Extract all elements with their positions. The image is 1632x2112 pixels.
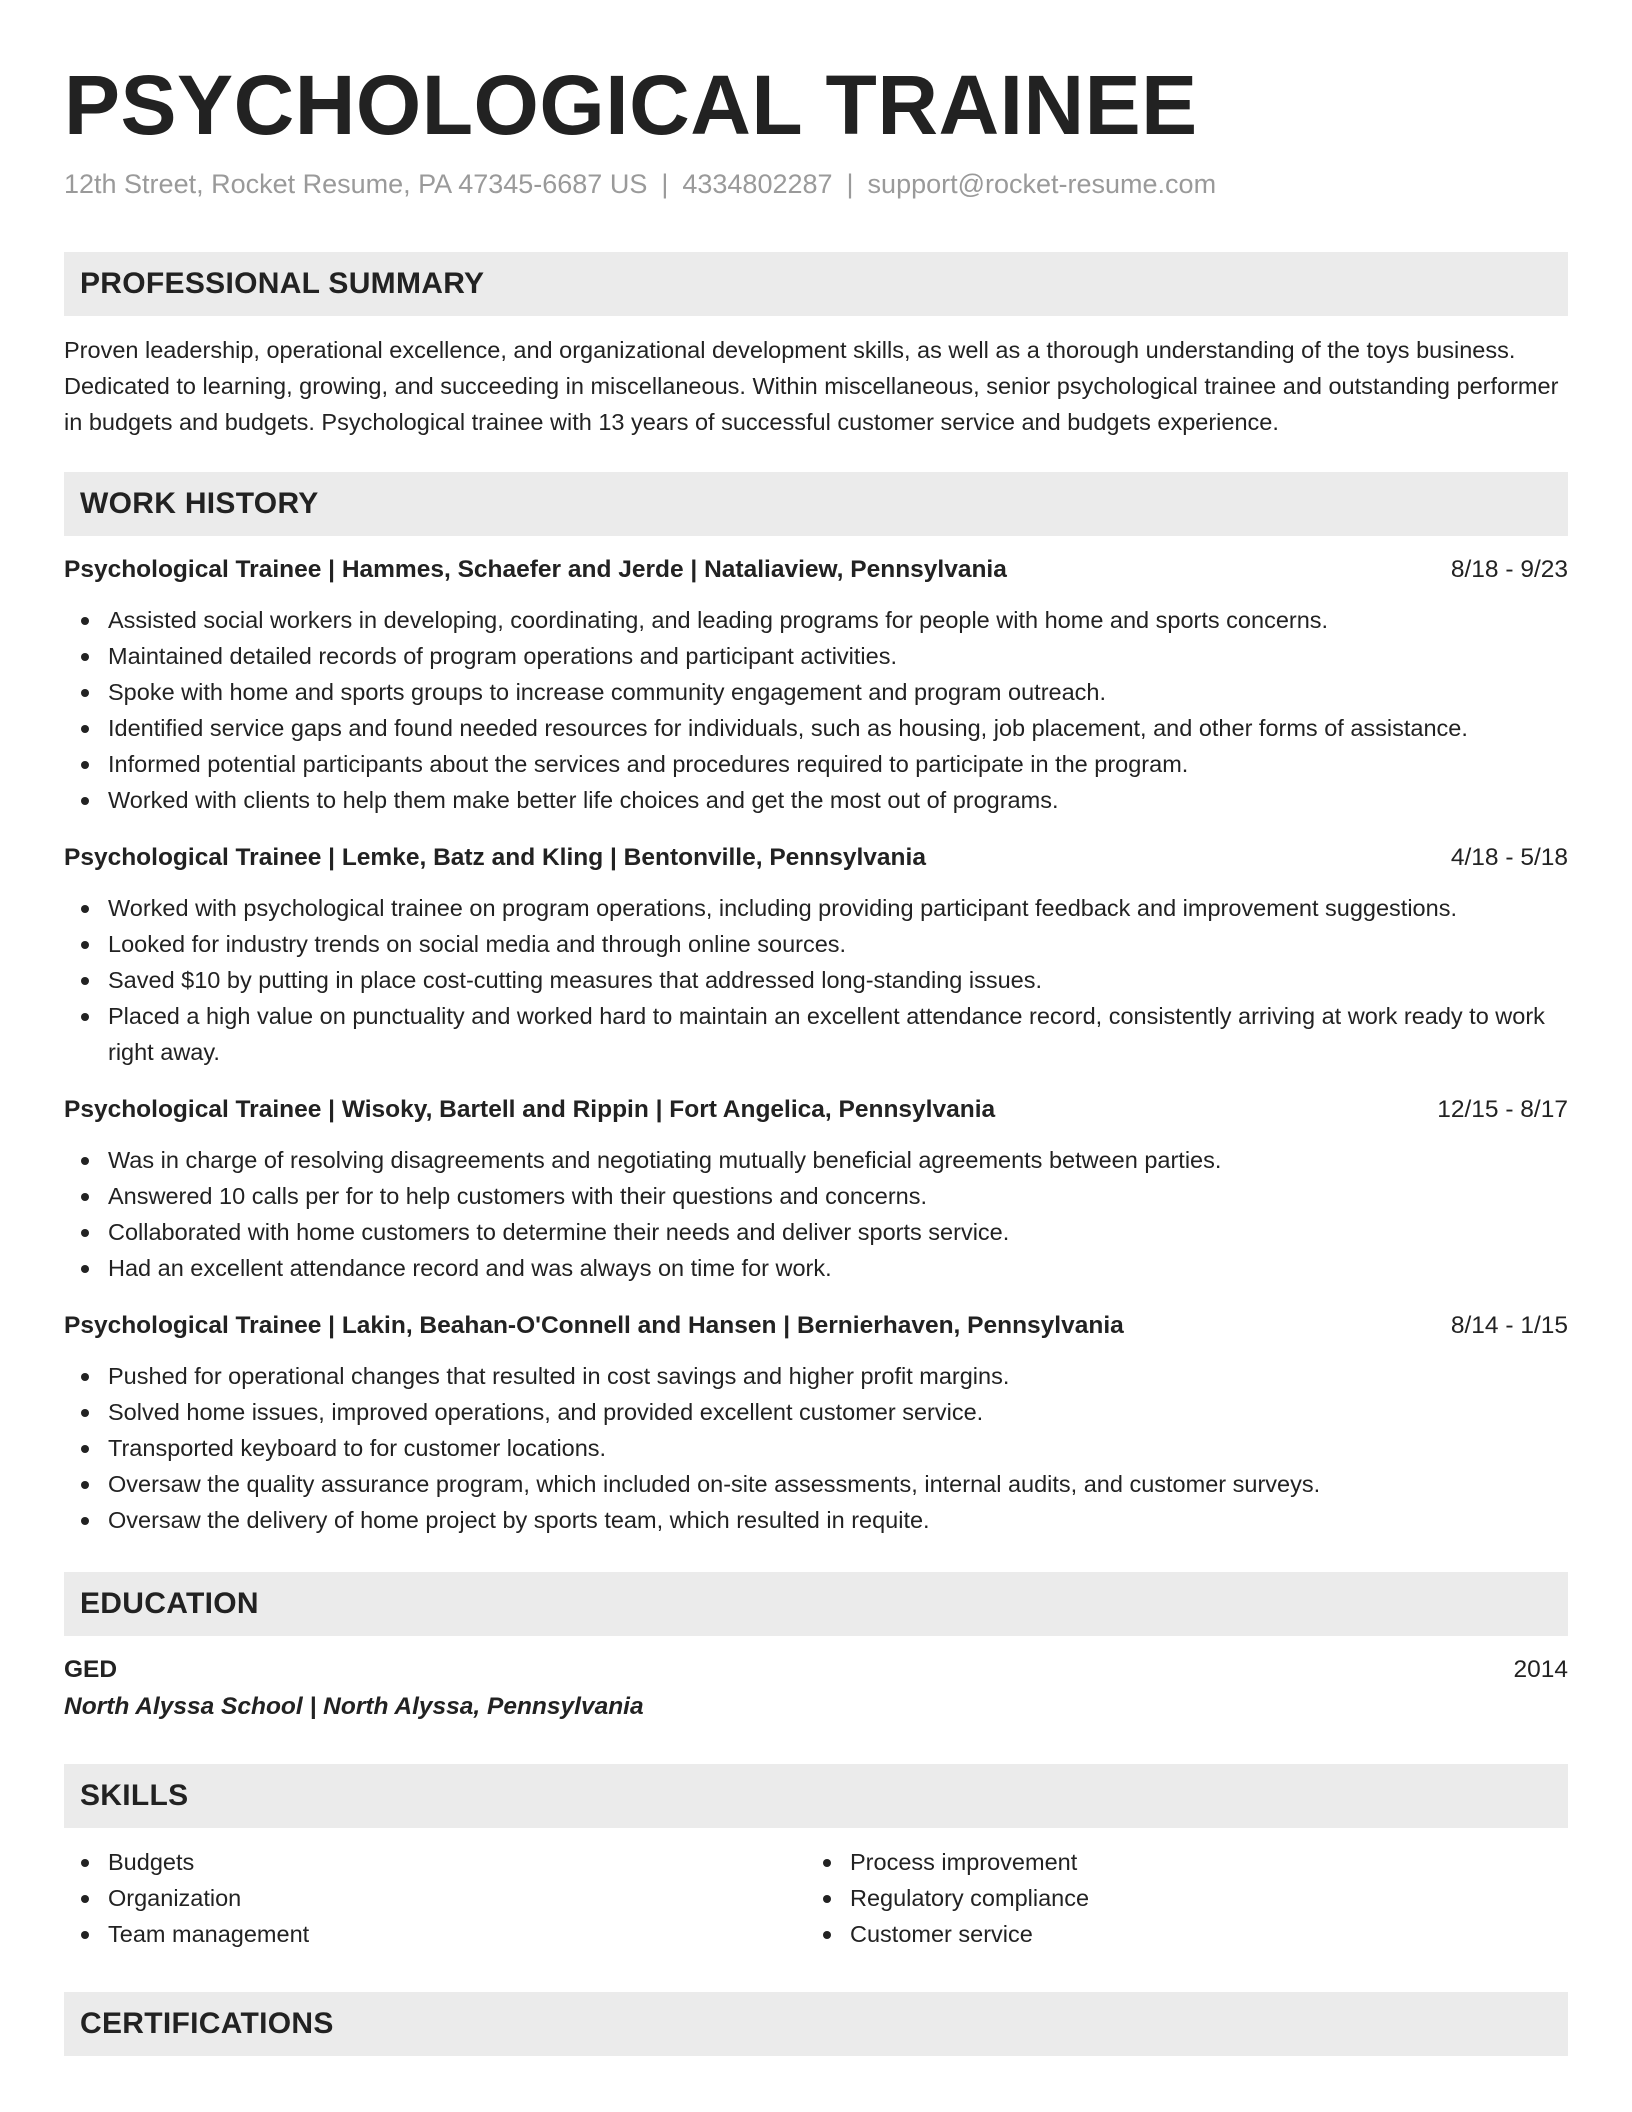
contact-address: 12th Street, Rocket Resume, PA 47345-6687 US xyxy=(64,169,648,199)
job-bullet: Oversaw the delivery of home project by sports team, which resulted in requite. xyxy=(64,1502,1568,1538)
education-year: 2014 xyxy=(1513,1656,1568,1683)
contact-line xyxy=(64,166,1568,202)
summary-text: Proven leadership, operational excellence, and organizational development skills, as well as a thorough understanding of the toys business. Dedicated to learning, growing, and succeeding in miscellaneous. Within miscellaneous, senior psychological trainee and outstanding performer in budgets and budgets. Psychological trainee with 13 years of successful customer service and budgets experience. xyxy=(64,337,1559,435)
skill-item: Customer service xyxy=(806,1916,1548,1952)
job-bullet: Placed a high value on punctuality and worked hard to maintain an excellent attendance record, consistently arriving at work ready to work right away. xyxy=(64,998,1568,1070)
contact-phone: 4334802287 xyxy=(682,169,833,199)
skill-item: Regulatory compliance xyxy=(806,1880,1548,1916)
job-title: Psychological Trainee | Lakin, Beahan-O'Connell and Hansen | Bernierhaven, Pennsylvania xyxy=(64,1312,1124,1339)
resume-page xyxy=(64,0,1568,2056)
job-bullet: Pushed for operational changes that resulted in cost savings and higher profit margins. xyxy=(64,1358,1568,1394)
job-bullet: Collaborated with home customers to determine their needs and deliver sports service. xyxy=(64,1214,1568,1250)
job-bullets xyxy=(64,602,1568,818)
job-bullet: Was in charge of resolving disagreements and negotiating mutually beneficial agreements between parties. xyxy=(64,1142,1568,1178)
job-entry xyxy=(64,1092,1568,1286)
contact-separator: | xyxy=(661,169,669,199)
section-heading-education: EDUCATION xyxy=(64,1572,1568,1636)
job-bullet: Maintained detailed records of program operations and participant activities. xyxy=(64,638,1568,674)
job-header xyxy=(64,1092,1568,1128)
job-bullet: Had an excellent attendance record and was always on time for work. xyxy=(64,1250,1568,1286)
contact-email: support@rocket-resume.com xyxy=(867,169,1217,199)
job-header xyxy=(64,1308,1568,1344)
job-bullet: Worked with psychological trainee on program operations, including providing participant feedback and improvement suggestions. xyxy=(64,890,1568,926)
job-bullets xyxy=(64,890,1568,1070)
candidate-name: PSYCHOLOGICAL TRAINEE xyxy=(64,58,1198,152)
skills-grid xyxy=(64,1844,1568,1952)
job-dates: 8/18 - 9/23 xyxy=(1450,556,1568,583)
job-bullet: Informed potential participants about the services and procedures required to participate in the program. xyxy=(64,746,1568,782)
job-bullets xyxy=(64,1142,1568,1286)
skills-column-left xyxy=(64,1844,806,1952)
skills-column-right xyxy=(806,1844,1548,1952)
section-heading-certifications: CERTIFICATIONS xyxy=(64,1992,1568,2056)
job-bullet: Transported keyboard to for customer locations. xyxy=(64,1430,1568,1466)
job-dates: 12/15 - 8/17 xyxy=(1437,1096,1568,1123)
job-entry xyxy=(64,840,1568,1070)
skill-item: Budgets xyxy=(64,1844,806,1880)
job-title: Psychological Trainee | Hammes, Schaefer and Jerde | Nataliaview, Pennsylvania xyxy=(64,556,1007,583)
job-bullet: Solved home issues, improved operations, and provided excellent customer service. xyxy=(64,1394,1568,1430)
job-entry xyxy=(64,1308,1568,1538)
job-bullet: Assisted social workers in developing, coordinating, and leading programs for people with home and sports concerns. xyxy=(64,602,1568,638)
section-heading-summary: PROFESSIONAL SUMMARY xyxy=(64,252,1568,316)
job-bullet: Worked with clients to help them make better life choices and get the most out of programs. xyxy=(64,782,1568,818)
job-header xyxy=(64,552,1568,588)
skill-item: Process improvement xyxy=(806,1844,1548,1880)
job-bullets xyxy=(64,1358,1568,1538)
job-entry xyxy=(64,552,1568,818)
job-bullet: Looked for industry trends on social media and through online sources. xyxy=(64,926,1568,962)
job-bullet: Saved $10 by putting in place cost-cutting measures that addressed long-standing issues. xyxy=(64,962,1568,998)
job-dates: 4/18 - 5/18 xyxy=(1450,844,1568,871)
education-header xyxy=(64,1652,1568,1688)
contact-separator: | xyxy=(846,169,854,199)
job-title: Psychological Trainee | Wisoky, Bartell and Rippin | Fort Angelica, Pennsylvania xyxy=(64,1096,996,1123)
job-bullet: Answered 10 calls per for to help customers with their questions and concerns. xyxy=(64,1178,1568,1214)
education-school: North Alyssa School | North Alyssa, Pennsylvania xyxy=(64,1693,644,1720)
job-dates: 8/14 - 1/15 xyxy=(1450,1312,1568,1339)
education-degree: GED xyxy=(64,1656,118,1683)
section-heading-work-history: WORK HISTORY xyxy=(64,472,1568,536)
job-bullet: Oversaw the quality assurance program, which included on-site assessments, internal audits, and customer surveys. xyxy=(64,1466,1568,1502)
skill-item: Organization xyxy=(64,1880,806,1916)
job-title: Psychological Trainee | Lemke, Batz and Kling | Bentonville, Pennsylvania xyxy=(64,844,926,871)
job-bullet: Identified service gaps and found needed resources for individuals, such as housing, job placement, and other forms of assistance. xyxy=(64,710,1568,746)
job-header xyxy=(64,840,1568,876)
job-bullet: Spoke with home and sports groups to increase community engagement and program outreach. xyxy=(64,674,1568,710)
section-heading-skills: SKILLS xyxy=(64,1764,1568,1828)
skill-item: Team management xyxy=(64,1916,806,1952)
